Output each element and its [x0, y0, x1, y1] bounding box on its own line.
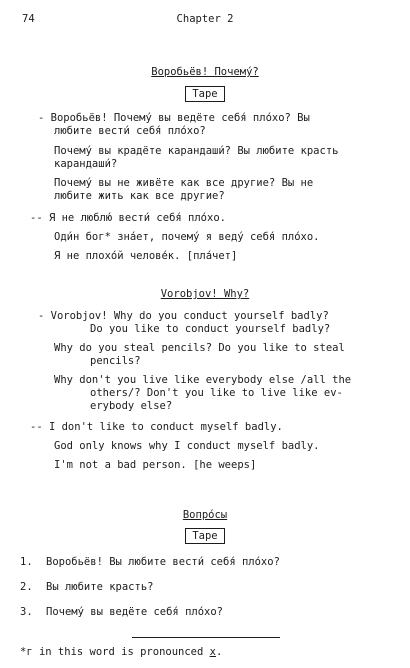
question-number: 2. [20, 581, 33, 593]
question-text: Вы любите красть? [46, 581, 154, 593]
english-title [0, 288, 410, 300]
english-line: Why don't you live like everybody else /all the [54, 374, 352, 386]
english-line: others/? Don't you like to live like ev- [90, 387, 343, 399]
tape-label: Tape [185, 528, 224, 544]
footnote-rule [132, 637, 280, 638]
russian-line: Я не плохо́й челове́к. [пла́чет] [54, 250, 238, 262]
english-line: Do you like to conduct yourself badly? [90, 323, 331, 335]
russian-line: карандаши́? [54, 158, 118, 170]
english-line: God only knows why I conduct myself badly. [54, 440, 320, 452]
question-text: Воробьёв! Вы любите вести́ себя́ пло́хо? [46, 556, 280, 568]
footnote-letter: х [209, 646, 216, 658]
footnote-text: *г in this word is pronounced [20, 646, 204, 658]
questions-title-text: Вопро́сы [182, 509, 228, 521]
english-title-text: Vorobjov! Why? [160, 288, 250, 300]
question-number: 3. [20, 606, 33, 618]
russian-line: Почему́ вы крадёте карандаши́? Вы любите красть [54, 145, 339, 157]
russian-line: любите жить как все другие? [54, 190, 225, 202]
english-line: erybody else? [90, 400, 173, 412]
chapter-heading: Chapter 2 [176, 13, 234, 25]
tape-box-2 [0, 528, 410, 544]
russian-line: Оди́н бог* зна́ет, почему́ я веду́ себя́ пло́хо. [54, 231, 320, 243]
russian-line: -- Я не люблю́ вести́ себя́ пло́хо. [30, 212, 226, 224]
page-number: 74 [22, 13, 35, 25]
english-line: - Vorobjov! Why do you conduct yourself badly? [38, 310, 329, 322]
questions-title [0, 509, 410, 521]
english-line: -- I don't like to conduct myself badly. [30, 421, 283, 433]
russian-line: Почему́ вы не живёте как все другие? Вы не [54, 177, 314, 189]
russian-line: любите вести́ себя́ пло́хо? [54, 125, 206, 137]
russian-line: - Воробьёв! Почему́ вы ведёте себя́ пло́хо? Вы [38, 112, 310, 124]
russian-title-text: Воробьёв! Почему́? [151, 66, 259, 78]
question-text: Почему́ вы ведёте себя́ пло́хо? [46, 606, 224, 618]
tape-box-1 [0, 86, 410, 102]
english-line: I'm not a bad person. [he weeps] [54, 459, 257, 471]
english-line: Why do you steal pencils? Do you like to steal [54, 342, 345, 354]
tape-label: Tape [185, 86, 224, 102]
english-line: pencils? [90, 355, 141, 367]
russian-title [0, 66, 410, 78]
footnote-period: . [215, 646, 223, 658]
question-number: 1. [20, 556, 33, 568]
footnote [20, 646, 222, 658]
